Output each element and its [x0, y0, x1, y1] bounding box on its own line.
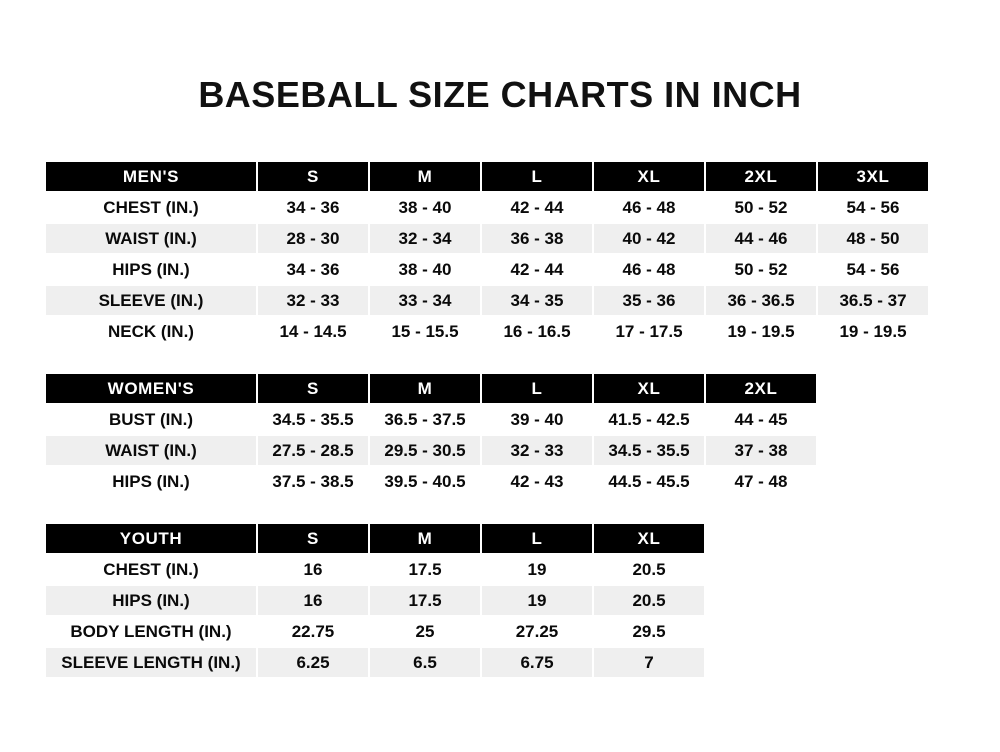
cell: 17.5 [369, 585, 481, 616]
cell: 42 - 44 [481, 254, 593, 285]
cell: 16 [257, 554, 369, 585]
row-label: WAIST (IN.) [45, 435, 257, 466]
table-row [45, 554, 705, 585]
cell: 6.25 [257, 647, 369, 678]
cell: 19 - 19.5 [705, 316, 817, 347]
column-header-xl: XL [593, 161, 705, 192]
cell: 17 - 17.5 [593, 316, 705, 347]
cell: 42 - 43 [481, 466, 593, 497]
column-header-l: L [481, 523, 593, 554]
cell: 39.5 - 40.5 [369, 466, 481, 497]
column-header-l: L [481, 373, 593, 404]
cell: 54 - 56 [817, 192, 929, 223]
cell: 6.75 [481, 647, 593, 678]
row-label: BODY LENGTH (IN.) [45, 616, 257, 647]
table-row [45, 585, 705, 616]
cell: 19 [481, 585, 593, 616]
cell: 44 - 45 [705, 404, 817, 435]
cell: 32 - 34 [369, 223, 481, 254]
table-row [45, 404, 817, 435]
cell: 48 - 50 [817, 223, 929, 254]
table-row [45, 616, 705, 647]
cell: 20.5 [593, 585, 705, 616]
row-label: CHEST (IN.) [45, 192, 257, 223]
cell: 36 - 38 [481, 223, 593, 254]
table-row [45, 192, 929, 223]
cell: 37 - 38 [705, 435, 817, 466]
cell: 34.5 - 35.5 [593, 435, 705, 466]
row-label: HIPS (IN.) [45, 585, 257, 616]
table-row [45, 254, 929, 285]
cell: 34 - 36 [257, 192, 369, 223]
cell: 34 - 35 [481, 285, 593, 316]
cell: 36.5 - 37.5 [369, 404, 481, 435]
cell: 34.5 - 35.5 [257, 404, 369, 435]
column-header-category: YOUTH [45, 523, 257, 554]
cell: 29.5 - 30.5 [369, 435, 481, 466]
column-header-xl: XL [593, 523, 705, 554]
cell: 27.25 [481, 616, 593, 647]
cell: 37.5 - 38.5 [257, 466, 369, 497]
cell: 16 [257, 585, 369, 616]
cell: 16 - 16.5 [481, 316, 593, 347]
cell: 50 - 52 [705, 192, 817, 223]
cell: 17.5 [369, 554, 481, 585]
column-header-category: MEN'S [45, 161, 257, 192]
cell: 19 [481, 554, 593, 585]
column-header-m: M [369, 523, 481, 554]
cell: 41.5 - 42.5 [593, 404, 705, 435]
cell: 35 - 36 [593, 285, 705, 316]
size-tables-container [0, 160, 1000, 679]
column-header-l: L [481, 161, 593, 192]
table-row [45, 647, 705, 678]
row-label: NECK (IN.) [45, 316, 257, 347]
cell: 50 - 52 [705, 254, 817, 285]
cell: 39 - 40 [481, 404, 593, 435]
column-header-category: WOMEN'S [45, 373, 257, 404]
cell: 38 - 40 [369, 254, 481, 285]
column-header-2xl: 2XL [705, 373, 817, 404]
column-header-xl: XL [593, 373, 705, 404]
column-header-3xl: 3XL [817, 161, 929, 192]
table-header-row [45, 373, 817, 404]
column-header-m: M [369, 373, 481, 404]
cell: 22.75 [257, 616, 369, 647]
row-label: HIPS (IN.) [45, 466, 257, 497]
cell: 46 - 48 [593, 254, 705, 285]
cell: 27.5 - 28.5 [257, 435, 369, 466]
table-header-row [45, 523, 705, 554]
mens-size-table [44, 160, 930, 348]
column-header-m: M [369, 161, 481, 192]
page-title: BASEBALL SIZE CHARTS IN INCH [198, 74, 802, 115]
column-header-s: S [257, 523, 369, 554]
cell: 33 - 34 [369, 285, 481, 316]
cell: 6.5 [369, 647, 481, 678]
column-header-s: S [257, 373, 369, 404]
cell: 44.5 - 45.5 [593, 466, 705, 497]
table-row [45, 316, 929, 347]
table-row [45, 466, 817, 497]
cell: 29.5 [593, 616, 705, 647]
womens-size-table [44, 372, 818, 498]
youth-size-table [44, 522, 706, 679]
cell: 32 - 33 [257, 285, 369, 316]
cell: 32 - 33 [481, 435, 593, 466]
cell: 42 - 44 [481, 192, 593, 223]
cell: 19 - 19.5 [817, 316, 929, 347]
cell: 54 - 56 [817, 254, 929, 285]
cell: 25 [369, 616, 481, 647]
cell: 28 - 30 [257, 223, 369, 254]
cell: 15 - 15.5 [369, 316, 481, 347]
table-row [45, 285, 929, 316]
row-label: BUST (IN.) [45, 404, 257, 435]
table-header-row [45, 161, 929, 192]
cell: 20.5 [593, 554, 705, 585]
cell: 40 - 42 [593, 223, 705, 254]
cell: 44 - 46 [705, 223, 817, 254]
row-label: SLEEVE (IN.) [45, 285, 257, 316]
cell: 47 - 48 [705, 466, 817, 497]
cell: 36 - 36.5 [705, 285, 817, 316]
cell: 7 [593, 647, 705, 678]
column-header-s: S [257, 161, 369, 192]
row-label: WAIST (IN.) [45, 223, 257, 254]
row-label: SLEEVE LENGTH (IN.) [45, 647, 257, 678]
table-row [45, 435, 817, 466]
column-header-2xl: 2XL [705, 161, 817, 192]
cell: 34 - 36 [257, 254, 369, 285]
cell: 36.5 - 37 [817, 285, 929, 316]
cell: 46 - 48 [593, 192, 705, 223]
table-row [45, 223, 929, 254]
row-label: CHEST (IN.) [45, 554, 257, 585]
cell: 38 - 40 [369, 192, 481, 223]
cell: 14 - 14.5 [257, 316, 369, 347]
row-label: HIPS (IN.) [45, 254, 257, 285]
